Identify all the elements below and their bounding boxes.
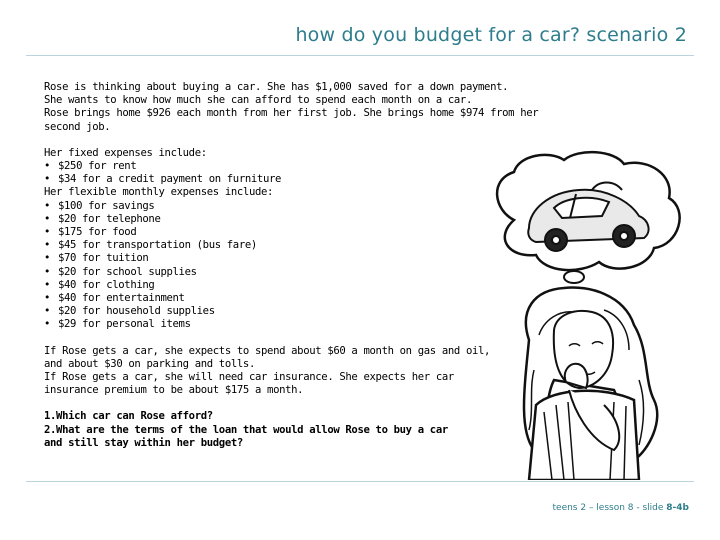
page-title: how do you budget for a car? scenario 2: [295, 24, 687, 46]
fixed-expenses-heading: Her fixed expenses include:: [44, 146, 207, 159]
girl-dreaming-of-car-illustration: [474, 150, 708, 480]
car-cost-line: If Rose gets a car, she expects to spend about $60 a month on gas and oil,: [44, 344, 491, 357]
car-cost-line: If Rose gets a car, she will need car insurance. She expects her car: [44, 371, 454, 384]
list-item: • $45 for transportation (bus fare): [44, 239, 544, 252]
car-cost-line: and about $30 on parking and tolls.: [44, 357, 255, 370]
slide-number: 8-4b: [666, 503, 689, 513]
list-item: • $40 for clothing: [44, 279, 544, 292]
list-item: • $250 for rent: [44, 160, 544, 173]
list-item: • $34 for a credit payment on furniture: [44, 173, 544, 186]
car-cost-line: insurance premium to be about $175 a month.: [44, 384, 304, 397]
header-divider: [26, 55, 694, 56]
list-item: • $20 for telephone: [44, 213, 544, 226]
intro-line: She wants to know how much she can afford to spend each month on a car.: [44, 94, 472, 107]
footer-divider: [26, 481, 694, 482]
footer-label: teens 2 – lesson 8 - slide: [552, 503, 667, 513]
list-item: • $100 for savings: [44, 200, 544, 213]
list-item: • $20 for school supplies: [44, 266, 544, 279]
intro-line: Rose is thinking about buying a car. She has $1,000 saved for a down payment.: [44, 81, 509, 93]
question-line: 1.Which car can Rose afford?: [44, 410, 213, 423]
list-item: • $40 for entertainment: [44, 292, 544, 305]
intro-line: Rose brings home $926 each month from her first job. She brings home $974 from her: [44, 107, 539, 120]
list-item: • $20 for household supplies: [44, 305, 544, 318]
question-line: 2.What are the terms of the loan that would allow Rose to buy a car: [44, 423, 448, 436]
question-line: and still stay within her budget?: [44, 436, 243, 449]
list-item: • $29 for personal items: [44, 318, 544, 331]
footer: [553, 503, 690, 513]
list-item: • $175 for food: [44, 226, 544, 239]
list-item: • $70 for tuition: [44, 252, 544, 265]
scenario-text: [44, 81, 544, 450]
flexible-expenses-heading: Her flexible monthly expenses include:: [44, 186, 274, 199]
intro-line: second job.: [44, 120, 111, 133]
